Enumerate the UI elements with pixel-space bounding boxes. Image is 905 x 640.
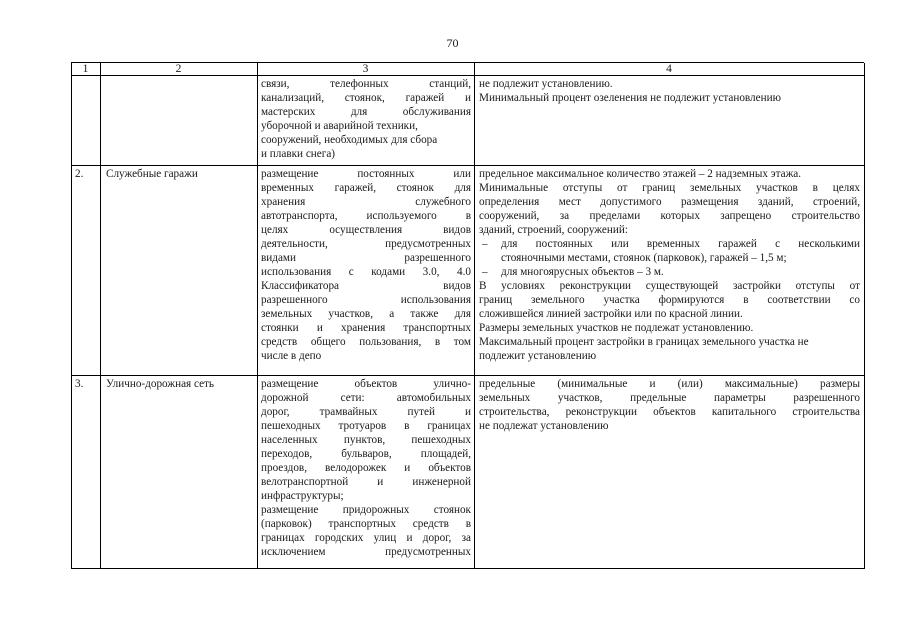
permitted-use-line: разрешенного использования (261, 294, 471, 306)
permitted-use-line: стоянки и хранения транспортных (261, 322, 471, 334)
column-border (474, 63, 475, 569)
parameter-line: предельные (минимальные и (или) максимальные) размеры (479, 378, 860, 390)
permitted-use-line: дорожной сети: автомобильных (261, 392, 471, 404)
permitted-use-line: переходов, бульваров, площадей, (261, 448, 471, 460)
parameter-line: для постоянных или временных гаражей с несколькими (501, 238, 860, 250)
row-number: 3. (75, 378, 84, 390)
column-border (100, 63, 101, 569)
permitted-use-line: границах городских улиц и дорог, за (261, 532, 471, 544)
parameter-line: не подлежат установлению (479, 420, 609, 432)
parameter-line: Размеры земельных участков не подлежат установлению. (479, 322, 754, 334)
permitted-use-line: временных гаражей, стоянок для (261, 182, 471, 194)
column-border (71, 63, 72, 569)
parameter-line: зданий, строений, сооружений: (479, 224, 628, 236)
permitted-use-line: размещение постоянных или (261, 168, 471, 180)
permitted-use-line: мастерских для обслуживания (261, 106, 471, 118)
permitted-use-line: связи, телефонных станций, (261, 78, 471, 90)
permitted-use-line: размещение объектов улично- (261, 378, 471, 390)
row-border (71, 375, 864, 376)
permitted-use-line: видами разрешенного (261, 252, 471, 264)
parameter-line: для многоярусных объектов – 3 м. (501, 266, 664, 278)
permitted-use-line: целях осуществления видов (261, 224, 471, 236)
permitted-use-line: уборочной и аварийной техники, (261, 120, 418, 132)
permitted-use-line: (парковок) транспортных средств в (261, 518, 471, 530)
permitted-use-line: земельных участков, а также для (261, 308, 471, 320)
parameter-line: границ земельного участка формируются в соответствии со (479, 294, 860, 306)
column-border (864, 63, 865, 569)
column-number-1: 1 (82, 63, 89, 75)
column-number-4: 4 (666, 63, 672, 75)
parameter-line: определения мест допустимого размещения зданий, строений, (479, 196, 860, 208)
header-row-border (71, 75, 864, 76)
column-border (257, 63, 258, 569)
parameter-line: сложившейся линией застройки или по красной линии. (479, 308, 743, 320)
permitted-use-line: инфраструктуры; (261, 490, 344, 502)
table-bottom-border (71, 568, 864, 569)
parameter-line: строительства, реконструкции объектов капитального строительства (479, 406, 860, 418)
parameter-line: Минимальные отступы от границ земельных участков в целях (479, 182, 860, 194)
permitted-use-line: автотранспорта, используемого в (261, 210, 471, 222)
permitted-use-line: средств общего пользования, в том (261, 336, 471, 348)
permitted-use-line: использования с кодами 3.0, 4.0 (261, 266, 471, 278)
column-number-2: 2 (175, 63, 182, 75)
row-number: 2. (75, 168, 84, 180)
parameter-line: Максимальный процент застройки в границах земельного участка не (479, 336, 809, 348)
parameter-line: сооружений, за пределами которых запрещено строительство (479, 210, 860, 222)
permitted-use-line: велотранспортной и инженерной (261, 476, 471, 488)
permitted-use-line: пешеходных тротуаров в границах (261, 420, 471, 432)
zone-name: Служебные гаражи (106, 168, 198, 180)
list-dash: – (482, 266, 488, 278)
row-border (71, 165, 864, 166)
parameter-line: Минимальный процент озеленения не подлежит установлению (479, 92, 781, 104)
permitted-use-line: населенных пунктов, пешеходных (261, 434, 471, 446)
zone-name: Улично-дорожная сеть (106, 378, 215, 390)
list-dash: – (482, 238, 488, 250)
permitted-use-line: и плавки снега) (261, 148, 336, 160)
column-number-3: 3 (362, 63, 369, 75)
permitted-use-line: размещение придорожных стоянок (261, 504, 471, 516)
parameter-line: подлежит установлению (479, 350, 597, 362)
permitted-use-line: хранения служебного (261, 196, 471, 208)
permitted-use-line: дорог, трамвайных путей и (261, 406, 471, 418)
permitted-use-line: сооружений, необходимых для сбора (261, 134, 438, 146)
permitted-use-line: канализаций, стоянок, гаражей и (261, 92, 471, 104)
parameter-line: не подлежит установлению. (479, 78, 613, 90)
permitted-use-line: проездов, велодорожек и объектов (261, 462, 471, 474)
permitted-use-line: числе в депо (261, 350, 322, 362)
page-number: 70 (446, 36, 459, 50)
permitted-use-line: исключением предусмотренных (261, 546, 471, 558)
parameter-line: стояночными местами, стоянок (парковок), гаражей – 1,5 м; (501, 252, 787, 264)
permitted-use-line: деятельности, предусмотренных (261, 238, 471, 250)
parameter-line: земельных участков, предельные параметры разрешенного (479, 392, 860, 404)
parameter-line: В условиях реконструкции существующей застройки отступы от (479, 280, 860, 292)
permitted-use-line: Классификатора видов (261, 280, 471, 292)
parameter-line: предельное максимальное количество этажей – 2 надземных этажа. (479, 168, 802, 180)
